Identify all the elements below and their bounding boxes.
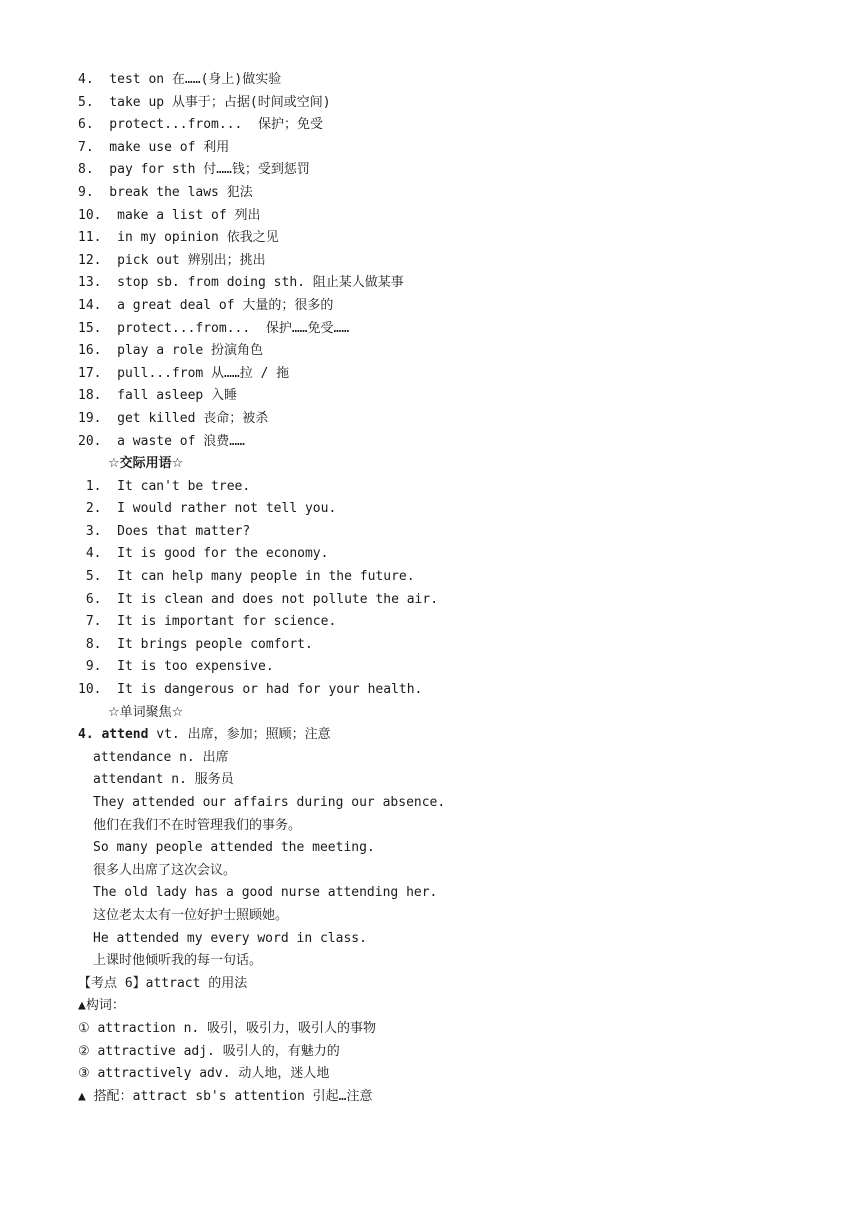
vocab-definition: vt. 出席，参加；照顾；注意 bbox=[148, 727, 331, 743]
vocab-word: attend bbox=[101, 727, 149, 743]
phrase-item: 6. protect...from... 保护；免受 bbox=[78, 117, 324, 133]
phrase-item: 15. protect...from... 保护……免受…… bbox=[78, 320, 350, 336]
phrase-item: 20. a waste of 浪费…… bbox=[78, 433, 245, 449]
vocab-translation: 他们在我们不在时管理我们的事务。 bbox=[93, 817, 302, 833]
vocab-number: 4. bbox=[78, 727, 102, 743]
communication-item: 9. It is too expensive. bbox=[78, 659, 274, 675]
vocab-example: He attended my every word in class. bbox=[93, 930, 367, 946]
vocab-example: The old lady has a good nurse attending her. bbox=[93, 885, 438, 901]
phrase-item: 12. pick out 辨别出；挑出 bbox=[78, 252, 266, 268]
communication-item: 2. I would rather not tell you. bbox=[78, 501, 337, 517]
phrase-list bbox=[78, 69, 798, 453]
phrase-item: 18. fall asleep 入睡 bbox=[78, 388, 238, 404]
document-page bbox=[78, 69, 798, 1108]
phrase-item: 9. break the laws 犯法 bbox=[78, 184, 253, 200]
communication-list bbox=[78, 476, 798, 702]
phrase-item: 13. stop sb. from doing sth. 阻止某人做某事 bbox=[78, 275, 404, 291]
phrase-item: 14. a great deal of 大量的；很多的 bbox=[78, 297, 334, 313]
collocation-line: ▲ 搭配：attract sb's attention 引起…注意 bbox=[78, 1088, 373, 1104]
vocab-heading: ☆单词聚焦☆ bbox=[108, 704, 184, 720]
vocab-headline bbox=[78, 724, 798, 747]
word-formation-label: ▲构词： bbox=[78, 998, 125, 1014]
kaodian-section bbox=[78, 973, 798, 1109]
word-formation-item: ① attraction n. 吸引，吸引力，吸引人的事物 bbox=[78, 1020, 377, 1036]
communication-item: 5. It can help many people in the future. bbox=[78, 569, 415, 585]
phrase-item: 17. pull...from 从……拉 / 拖 bbox=[78, 365, 290, 381]
vocab-example: They attended our affairs during our absence. bbox=[93, 795, 446, 810]
phrase-item: 19. get killed 丧命；被杀 bbox=[78, 410, 269, 426]
word-formation-item: ③ attractively adv. 动人地，迷人地 bbox=[78, 1066, 330, 1082]
vocab-translation: 很多人出席了这次会议。 bbox=[93, 862, 237, 878]
communication-item: 8. It brings people comfort. bbox=[78, 636, 313, 652]
vocab-entry bbox=[78, 724, 798, 973]
communication-item: 1. It can't be tree. bbox=[78, 478, 251, 494]
phrase-item: 10. make a list of 列出 bbox=[78, 207, 261, 223]
communication-item: 10. It is dangerous or had for your health. bbox=[78, 682, 423, 698]
communication-item: 4. It is good for the economy. bbox=[78, 546, 329, 562]
communication-item: 3. Does that matter? bbox=[78, 523, 251, 539]
communication-heading: ☆交际用语☆ bbox=[108, 456, 184, 472]
phrase-item: 4. test on 在……(身上)做实验 bbox=[78, 72, 282, 87]
phrase-item: 7. make use of 利用 bbox=[78, 139, 230, 155]
vocab-line: attendance n. 出席 bbox=[93, 749, 229, 765]
communication-item: 7. It is important for science. bbox=[78, 614, 337, 630]
word-formation-item: ② attractive adj. 吸引人的，有魅力的 bbox=[78, 1043, 340, 1059]
vocab-example: So many people attended the meeting. bbox=[93, 840, 375, 856]
vocab-translation: 上课时他倾听我的每一句话。 bbox=[93, 953, 263, 969]
phrase-item: 11. in my opinion 依我之见 bbox=[78, 230, 279, 246]
communication-item: 6. It is clean and does not pollute the air. bbox=[78, 591, 439, 607]
vocab-line: attendant n. 服务员 bbox=[93, 772, 234, 788]
vocab-translation: 这位老太太有一位好护士照顾她。 bbox=[93, 907, 289, 923]
phrase-item: 5. take up 从事于；占据(时间或空间) bbox=[78, 94, 331, 110]
kaodian-title: 【考点 6】attract 的用法 bbox=[78, 975, 248, 991]
phrase-item: 8. pay for sth 付……钱；受到惩罚 bbox=[78, 162, 310, 178]
phrase-item: 16. play a role 扮演角色 bbox=[78, 343, 264, 359]
